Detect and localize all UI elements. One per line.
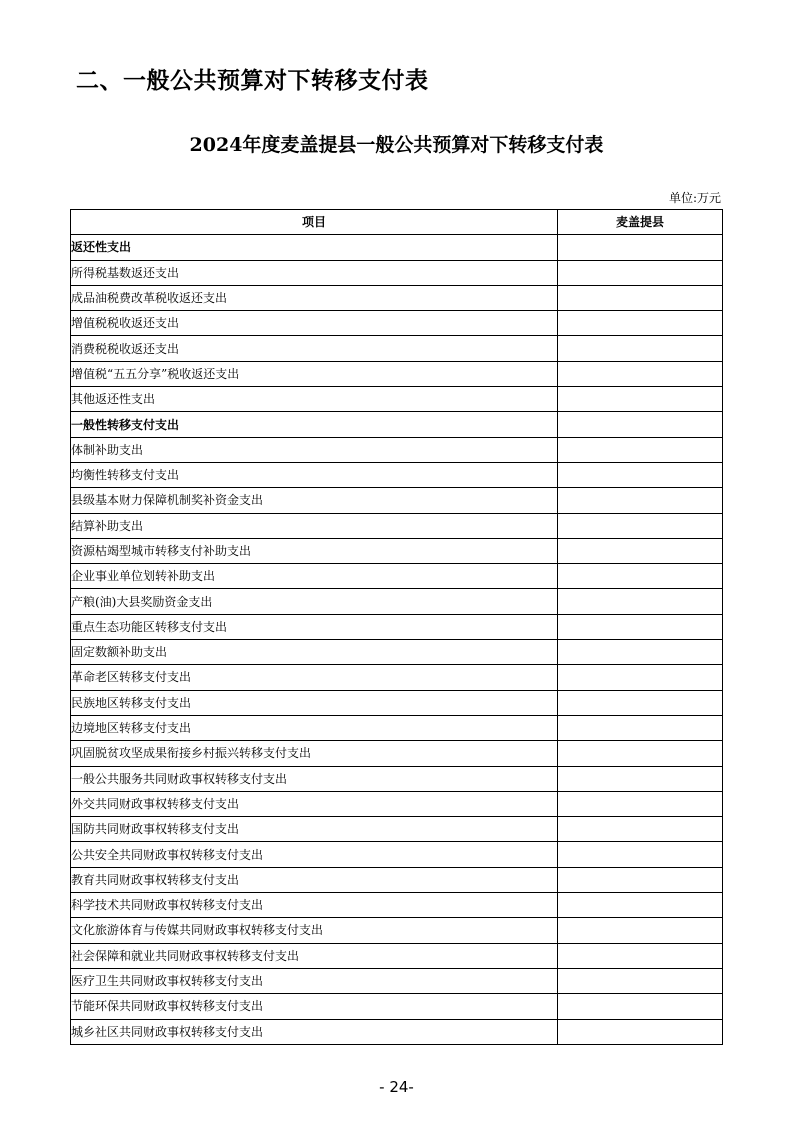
table-row [71,766,723,791]
county-value-cell [558,918,723,943]
table-row [71,943,723,968]
transfer-payment-table [70,209,723,1045]
section-heading: 二、一般公共预算对下转移支付表 [76,68,429,94]
unit-label: 单位:万元 [668,191,721,205]
table-row [71,715,723,740]
county-value-cell [558,968,723,993]
item-label: 其他返还性支出 [71,387,558,412]
county-value-cell [558,665,723,690]
table-row [71,741,723,766]
table-header-row [71,210,723,235]
item-label: 国防共同财政事权转移支付支出 [71,817,558,842]
county-value-cell [558,690,723,715]
item-label: 体制补助支出 [71,437,558,462]
item-label: 产粮(油)大县奖励资金支出 [71,589,558,614]
county-value-cell [558,614,723,639]
item-label: 教育共同财政事权转移支付支出 [71,867,558,892]
county-value-cell [558,462,723,487]
table-row [71,336,723,361]
table-row [71,311,723,336]
county-value-cell [558,943,723,968]
county-value-cell [558,741,723,766]
table-row [71,260,723,285]
item-label: 民族地区转移支付支出 [71,690,558,715]
item-label: 消费税税收返还支出 [71,336,558,361]
item-label: 城乡社区共同财政事权转移支付支出 [71,1019,558,1044]
county-value-cell [558,235,723,260]
table-row [71,387,723,412]
item-label: 社会保障和就业共同财政事权转移支付支出 [71,943,558,968]
table-category-row [71,235,723,260]
item-label: 增值税“五五分享”税收返还支出 [71,361,558,386]
county-value-cell [558,1019,723,1044]
table-row [71,513,723,538]
table-row [71,867,723,892]
county-value-cell [558,766,723,791]
item-label: 成品油税费改革税收返还支出 [71,285,558,310]
item-label: 结算补助支出 [71,513,558,538]
table-row [71,918,723,943]
item-label: 一般公共服务共同财政事权转移支付支出 [71,766,558,791]
county-value-cell [558,842,723,867]
item-label: 均衡性转移支付支出 [71,462,558,487]
item-label: 重点生态功能区转移支付支出 [71,614,558,639]
table-row [71,589,723,614]
item-label: 外交共同财政事权转移支付支出 [71,791,558,816]
county-value-cell [558,791,723,816]
table-row [71,640,723,665]
column-header-item: 项目 [71,210,558,235]
item-label: 文化旅游体育与传媒共同财政事权转移支付支出 [71,918,558,943]
county-value-cell [558,564,723,589]
table-row [71,791,723,816]
county-value-cell [558,994,723,1019]
county-value-cell [558,640,723,665]
table-row [71,893,723,918]
page-number: - 24- [379,1078,414,1096]
county-value-cell [558,285,723,310]
column-header-county: 麦盖提县 [558,210,723,235]
county-value-cell [558,260,723,285]
page-title: 2024年度麦盖提县一般公共预算对下转移支付表 [189,134,604,156]
table-row [71,564,723,589]
table-row [71,842,723,867]
table-row [71,994,723,1019]
county-value-cell [558,437,723,462]
table-category-row [71,412,723,437]
table-row [71,488,723,513]
table-row [71,817,723,842]
item-label: 所得税基数返还支出 [71,260,558,285]
county-value-cell [558,513,723,538]
item-label: 医疗卫生共同财政事权转移支付支出 [71,968,558,993]
table-row [71,614,723,639]
item-label: 增值税税收返还支出 [71,311,558,336]
table-row [71,1019,723,1044]
table-row [71,665,723,690]
table-row [71,285,723,310]
item-label: 边境地区转移支付支出 [71,715,558,740]
table-body [71,235,723,1045]
category-label: 返还性支出 [71,235,558,260]
item-label: 固定数额补助支出 [71,640,558,665]
item-label: 节能环保共同财政事权转移支付支出 [71,994,558,1019]
item-label: 企业事业单位划转补助支出 [71,564,558,589]
item-label: 县级基本财力保障机制奖补资金支出 [71,488,558,513]
item-label: 巩固脱贫攻坚成果衔接乡村振兴转移支付支出 [71,741,558,766]
county-value-cell [558,538,723,563]
item-label: 资源枯竭型城市转移支付补助支出 [71,538,558,563]
county-value-cell [558,336,723,361]
item-label: 公共安全共同财政事权转移支付支出 [71,842,558,867]
county-value-cell [558,361,723,386]
county-value-cell [558,488,723,513]
county-value-cell [558,311,723,336]
table-row [71,361,723,386]
table-row [71,968,723,993]
table-row [71,690,723,715]
county-value-cell [558,589,723,614]
county-value-cell [558,387,723,412]
category-label: 一般性转移支付支出 [71,412,558,437]
county-value-cell [558,867,723,892]
county-value-cell [558,817,723,842]
item-label: 革命老区转移支付支出 [71,665,558,690]
county-value-cell [558,893,723,918]
table-row [71,462,723,487]
table-row [71,437,723,462]
county-value-cell [558,412,723,437]
item-label: 科学技术共同财政事权转移支付支出 [71,893,558,918]
county-value-cell [558,715,723,740]
table-row [71,538,723,563]
